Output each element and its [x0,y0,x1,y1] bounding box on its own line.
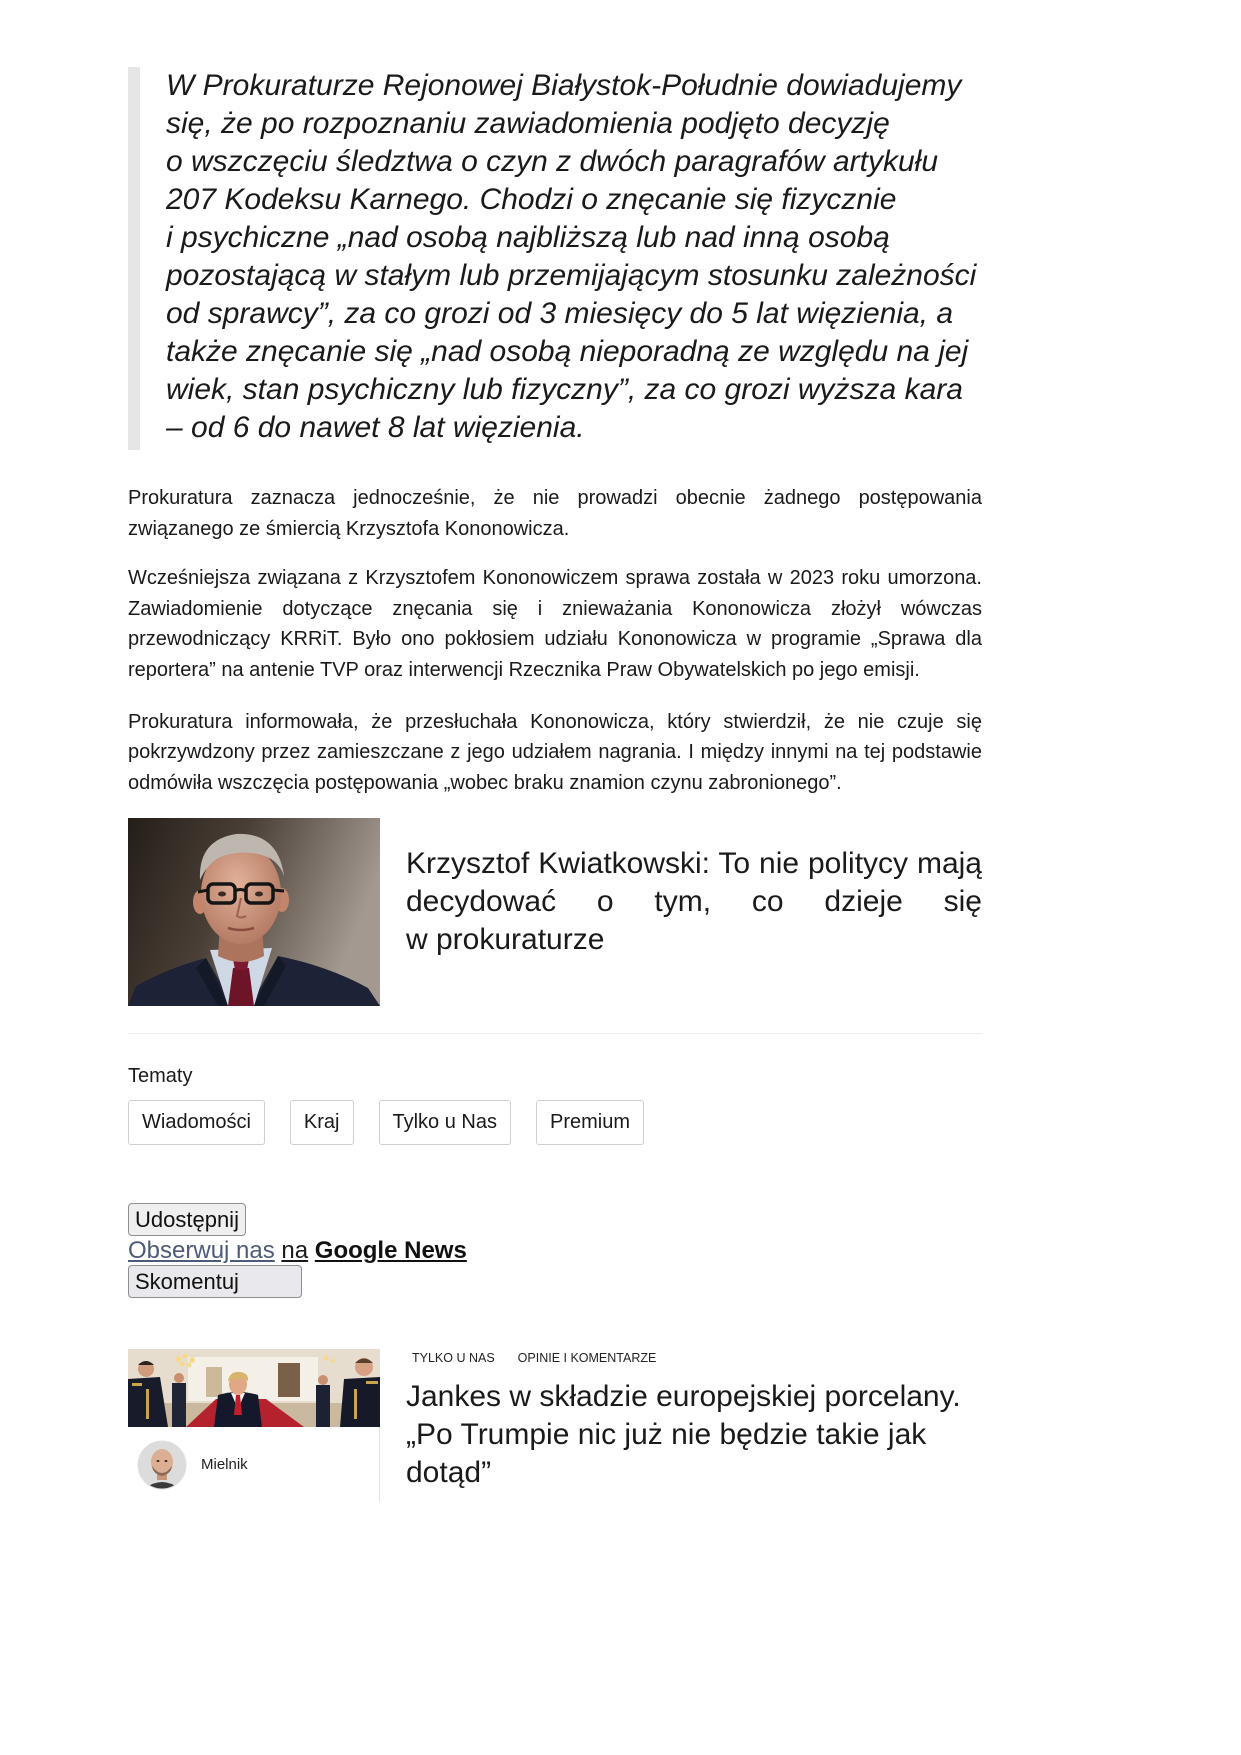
section-divider [128,1033,982,1034]
article-paragraph: Prokuratura informowała, że przesłuchała Kononowicza, który stwierdził, że nie czuje się pokrzywdzony przez zamieszczane z jego udziałem nagrania. I między innymi na tej podstawie odmówiła wszczęcia postępowania „wobec braku znamion czynu zabronionego”. [128,710,982,794]
teaser-image[interactable] [128,1349,380,1427]
topic-tag-wiadomosci[interactable]: Wiadomości [128,1100,265,1145]
comment-button[interactable]: Skomentuj [128,1265,302,1298]
article-quote: W Prokuraturze Rejonowej Białystok-Południe dowiadujemy się, że po rozpoznaniu zawiadomienia podjęto decyzję o wszczęciu śledztwa o czyn z dwóch paragrafów artykułu 207 Kodeksu Karnego. Chodzi o znęcanie się fizycznie i psychiczne „nad osobą najbliższą lub nad inną osobą pozostającą w stałym lub przemijającym stosunku zależności od sprawcy”, za co grozi od 3 miesięcy do 5 lat więzienia, a także znęcanie się „nad osobą nieporadną ze względu na jej wiek, stan psychiczny lub fizyczny”, za co grozi wyższa kara – od 6 do nawet 8 lat więzienia. [128,67,982,450]
article-paragraph: Wcześniejsza związana z Krzysztofem Kononowiczem sprawa została w 2023 roku umorzona. Zawiadomienie dotyczące znęcania się i znieważania Kononowicza złożył wówczas przewodniczący KRRiT. Było ono pokłosiem udziału Kononowicza w programie „Sprawa dla reportera” na antenie TVP oraz interwencji Rzecznika Praw Obywatelskich po jego emisji. [128,567,982,681]
related-article-image[interactable] [128,818,380,1006]
author-avatar[interactable] [137,1440,187,1490]
topic-tag-premium[interactable]: Premium [536,1100,644,1145]
author-name[interactable]: Mielnik [201,1456,248,1474]
teaser-tag-opinie-i-komentarze[interactable]: OPINIE I KOMENTARZE [517,1351,657,1366]
follow-prefix-text: Obserwuj nas [128,1237,275,1265]
topics-label: Tematy [128,1065,193,1088]
teaser-photo-doorway [206,1367,222,1397]
topics-section [128,1064,982,1145]
related-article-title[interactable]: Krzysztof Kwiatkowski: To nie politycy mają decydować o tym, co dzieje się w prokuraturze [406,847,982,957]
topic-tags [128,1100,982,1145]
google-news-label: Google News [314,1237,467,1265]
portrait-photo [128,818,380,1006]
topic-tag-tylko-u-nas[interactable]: Tylko u Nas [379,1100,511,1145]
related-article-card[interactable] [128,818,982,1006]
teaser-photo-painting [278,1363,300,1397]
article-paragraph: Prokuratura zaznacza jednocześnie, że nie prowadzi obecnie żadnego postępowania związanego ze śmiercią Krzysztofa Kononowicza. [128,487,982,540]
topic-tag-kraj[interactable]: Kraj [290,1100,354,1145]
teaser-article-card[interactable] [128,1349,982,1502]
teaser-tag-tylko-u-nas[interactable]: TYLKO U NAS [412,1351,495,1366]
follow-connector-text: na [281,1237,309,1265]
teaser-tags [406,1350,982,1366]
teaser-author-card [128,1427,380,1502]
share-button[interactable]: Udostępnij [128,1203,246,1236]
teaser-body [406,1349,982,1502]
google-news-follow-link[interactable] [128,1236,982,1265]
teaser-media[interactable] [128,1349,380,1502]
article-content [128,0,982,1502]
teaser-title[interactable]: Jankes w składzie europejskiej porcelany. „Po Trumpie nic już nie będzie takie jak dotąd” [406,1380,961,1490]
